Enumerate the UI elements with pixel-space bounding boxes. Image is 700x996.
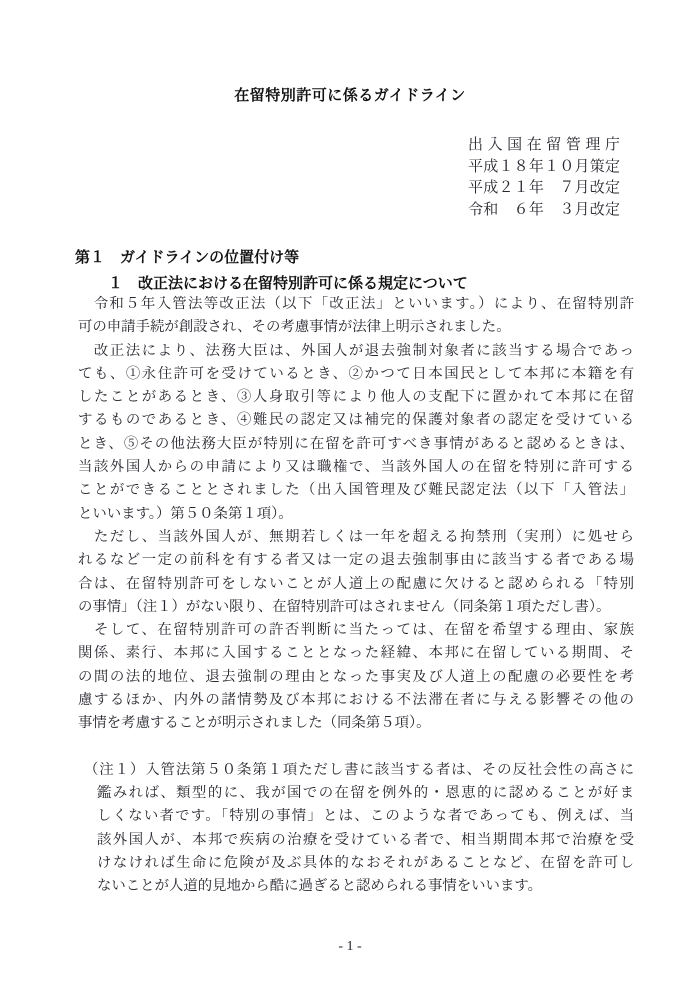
revision-line-1: 平成１８年１０月策定 — [468, 158, 620, 175]
text-line: といいます。）第５０条第１項）。 — [78, 505, 293, 522]
section-1-1-heading: １ 改正法における在留特別許可に係る規定について — [108, 275, 468, 292]
paragraph-4 — [78, 619, 634, 735]
footnote-1 — [78, 759, 634, 899]
section-1-heading: 第１ ガイドラインの位置付け等 — [75, 249, 300, 266]
text-line: ことができることとされました（出入国管理及び難民認定法（以下「入管法」 — [78, 482, 634, 499]
page-number: - 1 - — [338, 939, 362, 954]
text-line: 該外国人が、本邦で疾病の治療を受けている者で、相当期間本邦で治療を受 — [97, 831, 634, 848]
text-line: （注１）入管法第５０条第１項ただし書に該当する者は、その反社会性の高さに — [84, 761, 634, 778]
text-line: ただし、当該外国人が、無期若しくは一年を超える拘禁刑（実刑）に処せら — [78, 528, 634, 545]
revision-line-3: 令和 ６年 ３月改定 — [468, 202, 620, 219]
text-line: 当該外国人からの申請により又は職権で、当該外国人の在留を特別に許可する — [78, 459, 634, 476]
body-text — [78, 293, 634, 898]
text-line: とき、⑤その他法務大臣が特別に在留を許可すべき事情があると認めるときは、 — [78, 435, 634, 452]
paragraph-1 — [78, 293, 634, 340]
paragraph-3 — [78, 526, 634, 619]
text-line: するものであるとき、④難民の認定又は補完的保護対象者の認定を受けている — [78, 412, 634, 429]
document-title: 在留特別許可に係るガイドライン — [234, 87, 466, 104]
text-line: 改正法により、法務大臣は、外国人が退去強制対象者に該当する場合であっ — [78, 342, 634, 359]
paragraph-2 — [78, 340, 634, 526]
text-line: 慮するほか、内外の諸情勢及び本邦における不法滞在者に与える影響その他の — [78, 692, 634, 709]
text-line: 令和５年入管法等改正法（以下「改正法」といいます。）により、在留特別許 — [78, 296, 634, 312]
text-line: 関係、素行、本邦に入国することとなった経緯、本邦に在留している期間、そ — [78, 645, 634, 662]
text-line: しくない者です。「特別の事情」とは、このような者であっても、例えば、当 — [97, 808, 634, 825]
text-line: 事情を考慮することが明示されました（同条第５項）。 — [78, 715, 431, 732]
revision-line-2: 平成２１年 ７月改定 — [468, 180, 620, 197]
text-line: 鑑みれば、類型的に、我が国での在留を例外的・恩恵的に認めることが好ま — [97, 784, 634, 801]
issuer-block — [468, 135, 620, 222]
issuer-name: 出入国在留管理庁 — [468, 137, 620, 153]
text-line: れるなど一定の前科を有する者又は一定の退去強制事由に該当する者である場 — [78, 552, 634, 569]
text-line: ても、①永住許可を受けているとき、②かつて日本国民として本邦に本籍を有 — [78, 365, 634, 382]
text-line: そして、在留特別許可の許否判断に当たっては、在留を希望する理由、家族 — [78, 622, 634, 639]
text-line: 可の申請手続が創設され、その考慮事情が法律上明示されました。 — [78, 319, 511, 336]
text-line: の事情」（注１）がない限り、在留特別許可はされません（同条第１項ただし書）。 — [78, 598, 611, 615]
text-line: したことがあるとき、③人身取引等により他人の支配下に置かれて本邦に在留 — [78, 389, 634, 406]
text-line: けなければ生命に危険が及ぶ具体的なおそれがあることなど、在留を許可し — [97, 854, 634, 871]
text-line: の間の法的地位、退去強制の理由となった事実及び人道上の配慮の必要性を考 — [78, 668, 634, 685]
text-line: 合は、在留特別許可をしないことが人道上の配慮に欠けると認められる「特別 — [78, 575, 634, 592]
text-line: ないことが人道的見地から酷に過ぎると認められる事情をいいます。 — [97, 878, 542, 895]
